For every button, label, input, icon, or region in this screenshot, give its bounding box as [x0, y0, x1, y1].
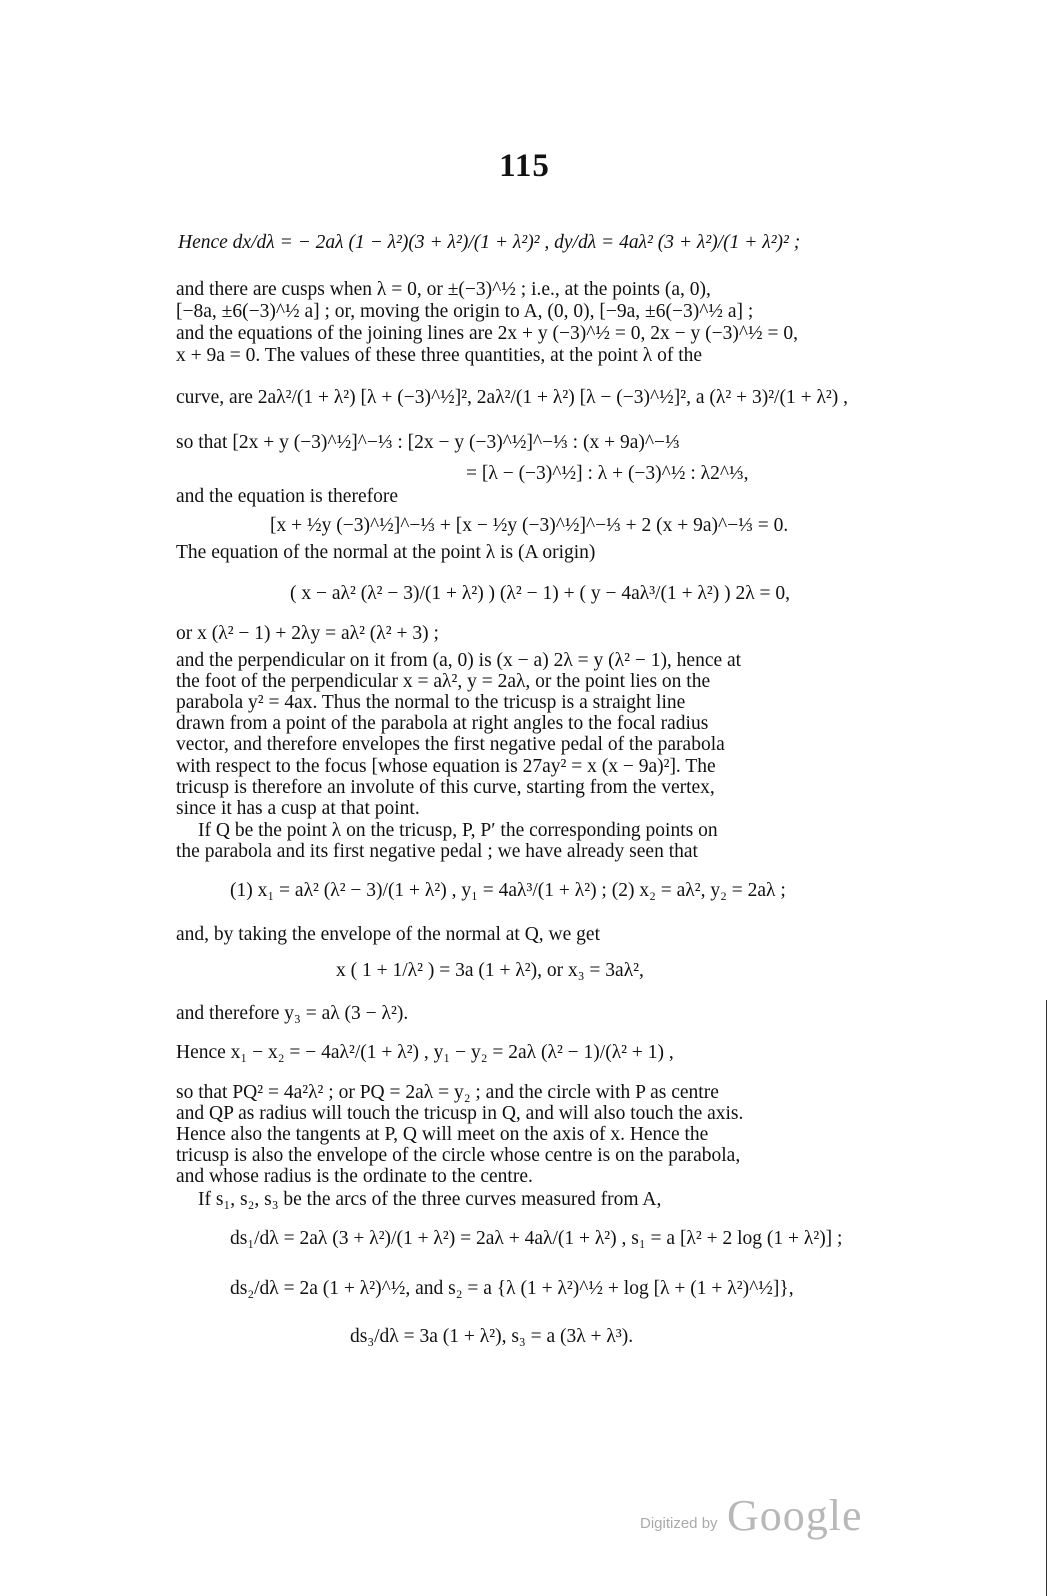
text-line: and the equation is therefore: [176, 486, 398, 507]
text-line: tricusp is therefore an involute of this curve, starting from the vertex,: [176, 777, 715, 798]
page-number: 115: [499, 148, 550, 184]
text-line: = [λ − (−3)^½] : λ + (−3)^½ : λ2^⅓,: [466, 463, 749, 484]
text-line: and therefore y₃ = aλ (3 − λ²).: [176, 1003, 409, 1024]
text-line: The equation of the normal at the point λ is (A origin): [176, 542, 596, 563]
text-line: and QP as radius will touch the tricusp in Q, and will also touch the axis.: [176, 1103, 744, 1124]
google-logo: Google: [727, 1491, 863, 1540]
text-line: x ( 1 + 1/λ² ) = 3a (1 + λ²), or x₃ = 3aλ²,: [336, 960, 644, 981]
text-line: ds₂/dλ = 2a (1 + λ²)^½, and s₂ = a {λ (1 + λ²)^½ + log [λ + (1 + λ²)^½]},: [230, 1278, 794, 1299]
text-line: [x + ½y (−3)^½]^−⅓ + [x − ½y (−3)^½]^−⅓ + 2 (x + 9a)^−⅓ = 0.: [270, 515, 789, 536]
text-line: and the perpendicular on it from (a, 0) is (x − a) 2λ = y (λ² − 1), hence at: [176, 650, 742, 671]
text-line: Hence x₁ − x₂ = − 4aλ²/(1 + λ²) , y₁ − y₂ = 2aλ (λ² − 1)/(λ² + 1) ,: [176, 1042, 674, 1063]
text-line: Hence also the tangents at P, Q will meet on the axis of x. Hence the: [176, 1124, 709, 1145]
text-line: (1) x₁ = aλ² (λ² − 3)/(1 + λ²) , y₁ = 4aλ³/(1 + λ²) ; (2) x₂ = aλ², y₂ = 2aλ ;: [230, 880, 786, 901]
text-line: so that PQ² = 4a²λ² ; or PQ = 2aλ = y₂ ; and the circle with P as centre: [176, 1082, 719, 1103]
text-line: drawn from a point of the parabola at right angles to the focal radius: [176, 713, 709, 734]
page-edge-line: [1046, 1000, 1047, 1596]
text-line: ds₁/dλ = 2aλ (3 + λ²)/(1 + λ²) = 2aλ + 4aλ/(1 + λ²) , s₁ = a [λ² + 2 log (1 + λ²)] ;: [230, 1228, 843, 1249]
text-line: ds₃/dλ = 3a (1 + λ²), s₃ = a (3λ + λ³).: [350, 1326, 634, 1347]
text-line: and there are cusps when λ = 0, or ±(−3)^½ ; i.e., at the points (a, 0),: [176, 279, 711, 300]
text-line: vector, and therefore envelopes the first negative pedal of the parabola: [176, 734, 725, 755]
text-line: with respect to the focus [whose equation is 27ay² = x (x − 9a)²]. The: [176, 756, 716, 777]
text-line: x + 9a = 0. The values of these three quantities, at the point λ of the: [176, 345, 703, 366]
text-line: so that [2x + y (−3)^½]^−⅓ : [2x − y (−3)^½]^−⅓ : (x + 9a)^−⅓: [176, 432, 680, 453]
text-line: If Q be the point λ on the tricusp, P, P′ the corresponding points on: [198, 820, 718, 841]
text-line: and the equations of the joining lines are 2x + y (−3)^½ = 0, 2x − y (−3)^½ = 0,: [176, 323, 799, 344]
text-line: since it has a cusp at that point.: [176, 798, 420, 819]
text-line: curve, are 2aλ²/(1 + λ²) [λ + (−3)^½]², 2aλ²/(1 + λ²) [λ − (−3)^½]², a (λ² + 3)²/(1 + λ²) ,: [176, 387, 849, 408]
text-line: or x (λ² − 1) + 2λy = aλ² (λ² + 3) ;: [176, 623, 439, 644]
text-line: tricusp is also the envelope of the circle whose centre is on the parabola,: [176, 1145, 741, 1166]
text-line: [−8a, ±6(−3)^½ a] ; or, moving the origin to A, (0, 0), [−9a, ±6(−3)^½ a] ;: [176, 301, 754, 322]
text-line: parabola y² = 4ax. Thus the normal to the tricusp is a straight line: [176, 692, 686, 713]
text-line: Hence dx/dλ = − 2aλ (1 − λ²)(3 + λ²)/(1 + λ²)² , dy/dλ = 4aλ² (3 + λ²)/(1 + λ²)² ;: [178, 232, 801, 253]
text-line: If s₁, s₂, s₃ be the arcs of the three curves measured from A,: [198, 1189, 662, 1210]
text-line: and whose radius is the ordinate to the centre.: [176, 1166, 533, 1187]
watermark-prefix: Digitized by: [640, 1515, 718, 1532]
text-line: ( x − aλ² (λ² − 3)/(1 + λ²) ) (λ² − 1) + ( y − 4aλ³/(1 + λ²) ) 2λ = 0,: [290, 583, 791, 604]
text-line: and, by taking the envelope of the normal at Q, we get: [176, 924, 600, 945]
text-line: the parabola and its first negative pedal ; we have already seen that: [176, 841, 698, 862]
text-line: the foot of the perpendicular x = aλ², y = 2aλ, or the point lies on the: [176, 671, 711, 692]
